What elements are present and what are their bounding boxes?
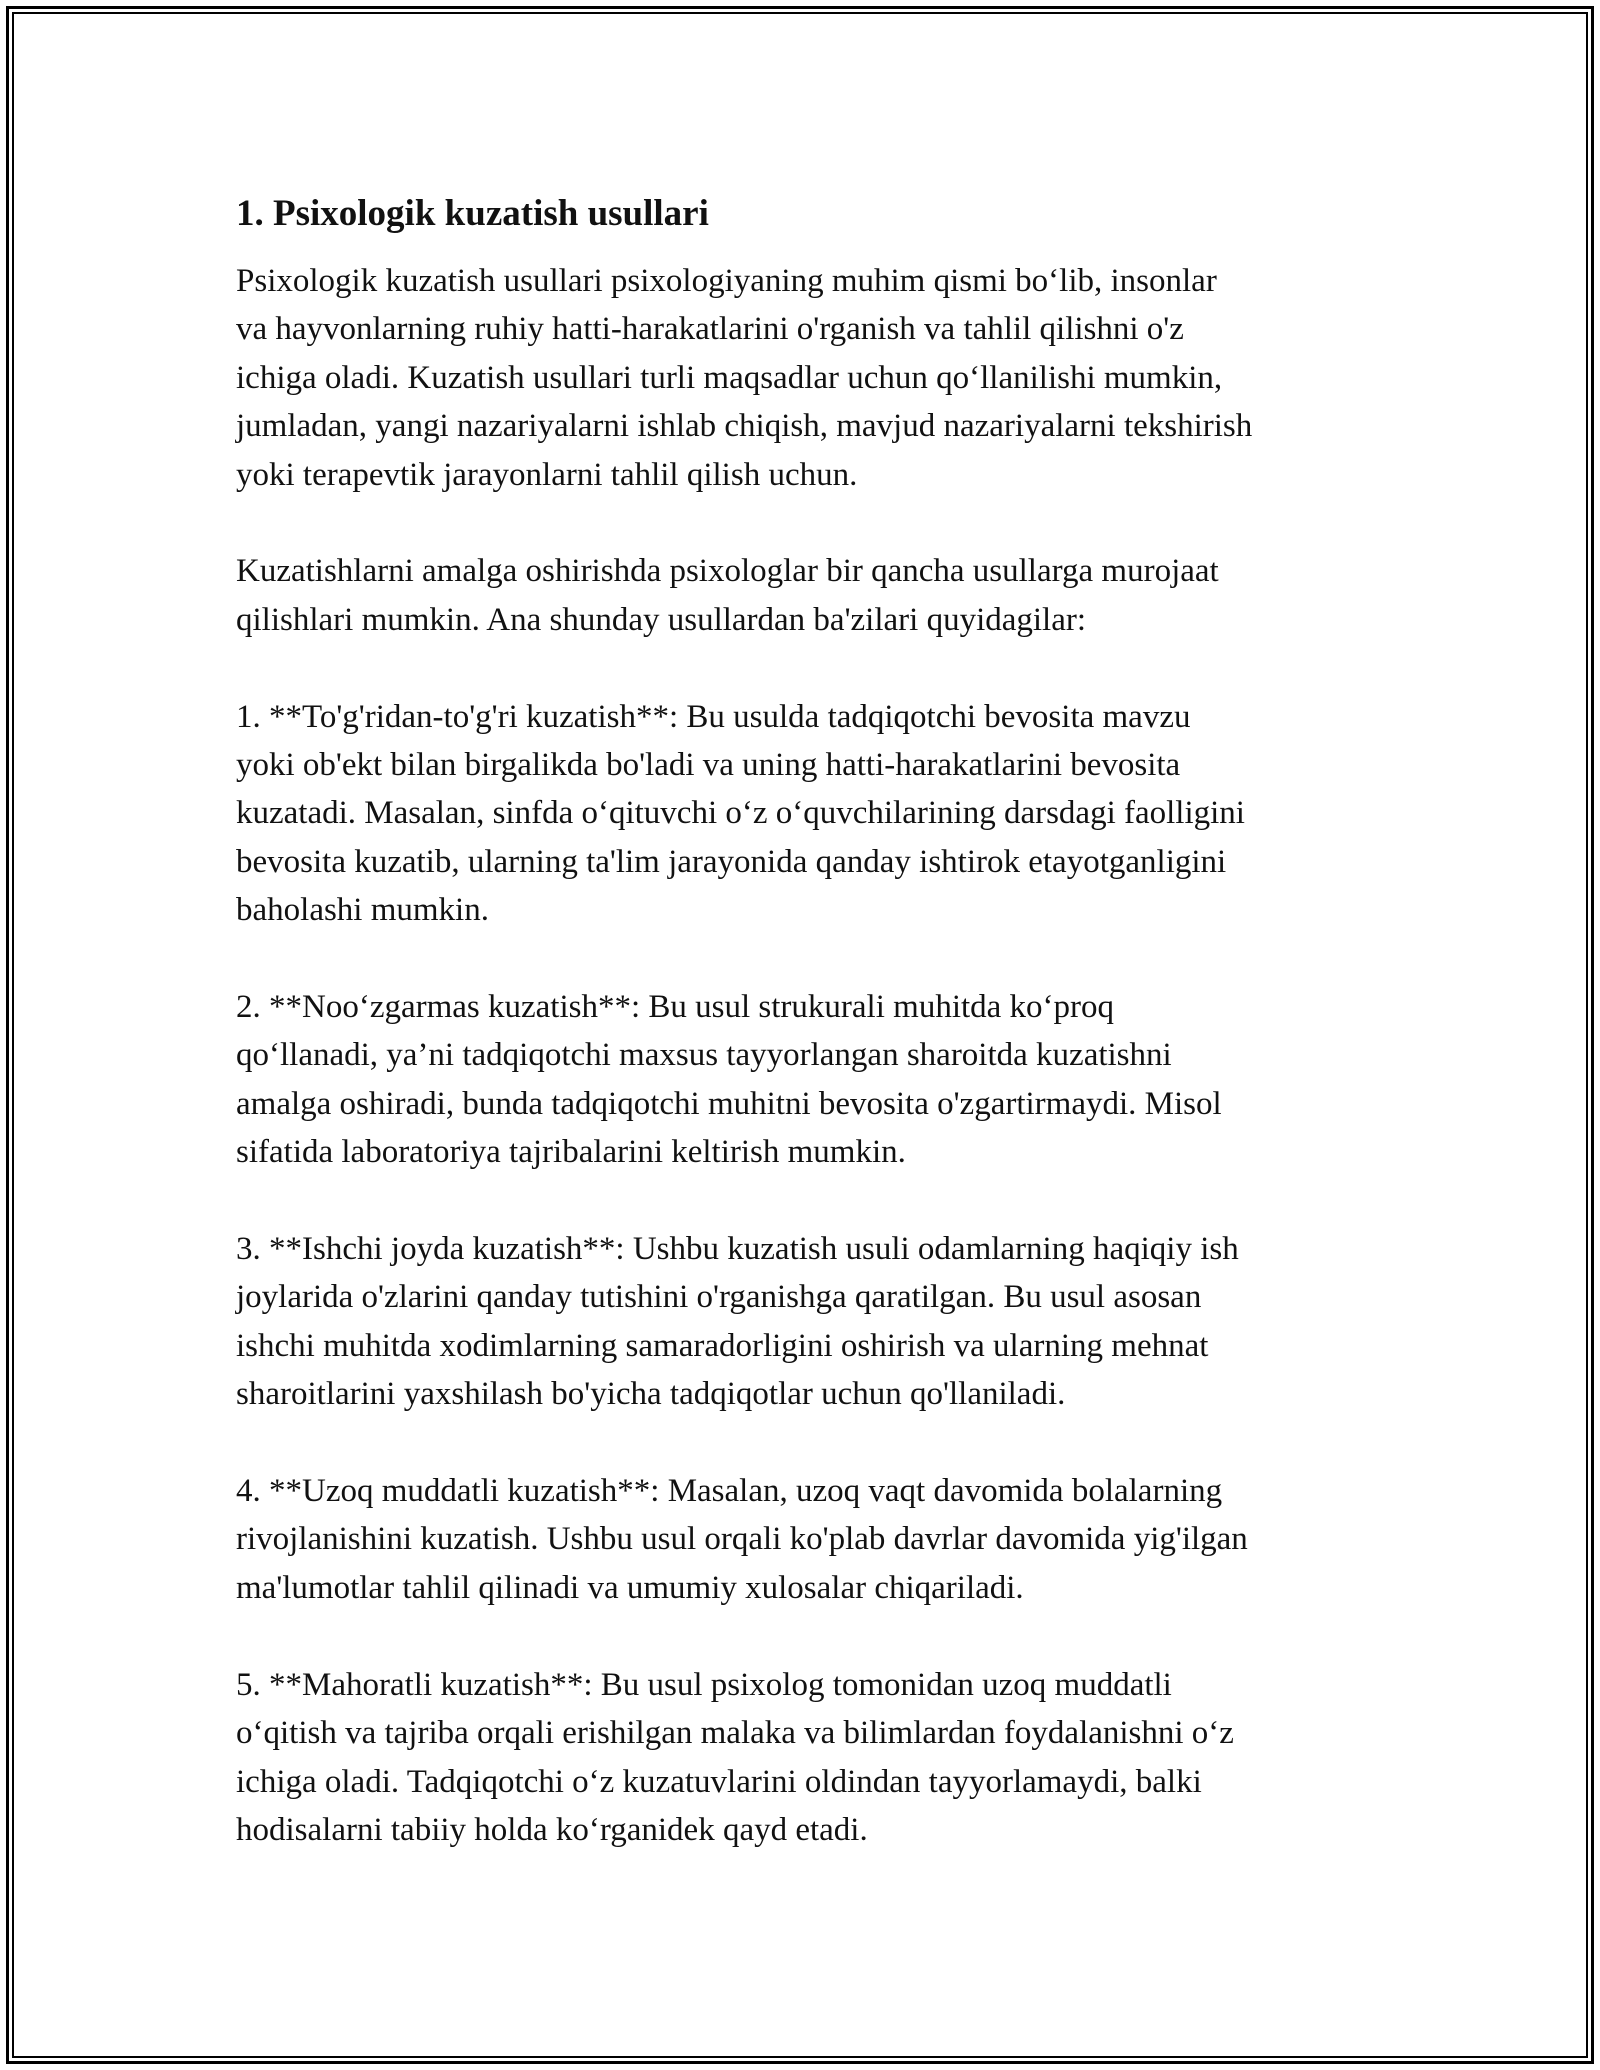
text-line: 1. **To'g'ridan-to'g'ri kuzatish**: Bu usulda tadqiqotchi bevosita mavzu xyxy=(236,698,1191,735)
list-item-longitudinal-observation xyxy=(236,1467,1386,1612)
text-line: joylarida o'zlarini qanday tutishini o'rganishga qaratilgan. Bu usul asosan xyxy=(236,1279,1202,1316)
text-line: 3. **Ishchi joyda kuzatish**: Ushbu kuzatish usuli odamlarning haqiqiy ish xyxy=(236,1231,1239,1268)
text-line: amalga oshiradi, bunda tadqiqotchi muhitni bevosita o'zgartirmaydi. Misol xyxy=(236,1085,1222,1122)
paragraph-methods-intro xyxy=(236,547,1386,644)
document-body xyxy=(236,188,1386,1903)
text-line: ichiga oladi. Tadqiqotchi o‘z kuzatuvlarini oldindan tayyorlamaydi, balki xyxy=(236,1763,1202,1800)
text-line: yoki terapevtik jarayonlarni tahlil qilish uchun. xyxy=(236,456,858,493)
text-line: kuzatadi. Masalan, sinfda o‘qituvchi o‘z o‘quvchilarining darsdagi faolligini xyxy=(236,795,1245,832)
text-line: qilishlari mumkin. Ana shunday usullardan ba'zilari quyidagilar: xyxy=(236,601,1087,638)
text-line: ichiga oladi. Kuzatish usullari turli maqsadlar uchun qo‘llanilishi mumkin, xyxy=(236,359,1223,396)
text-line: sharoitlarini yaxshilash bo'yicha tadqiqotlar uchun qo'llaniladi. xyxy=(236,1376,1066,1413)
text-line: Psixologik kuzatish usullari psixologiyaning muhim qismi bo‘lib, insonlar xyxy=(236,263,1217,299)
text-line: 5. **Mahoratli kuzatish**: Bu usul psixolog tomonidan uzoq muddatli xyxy=(236,1666,1172,1703)
document-title: 1. Psixologik kuzatish usullari xyxy=(236,193,709,234)
text-line: jumladan, yangi nazariyalarni ishlab chiqish, mavjud nazariyalarni tekshirish xyxy=(236,408,1253,445)
text-line: Kuzatishlarni amalga oshirishda psixologlar bir qancha usullarga murojaat xyxy=(236,553,1219,590)
text-line: hodisalarni tabiiy holda ko‘rganidek qayd etadi. xyxy=(236,1811,868,1848)
list-item-structured-observation xyxy=(236,983,1386,1177)
paragraph-intro xyxy=(236,257,1386,499)
text-line: 2. **Noo‘zgarmas kuzatish**: Bu usul strukurali muhitda ko‘proq xyxy=(236,989,1115,1026)
list-item-skilled-observation xyxy=(236,1661,1386,1855)
text-line: ma'lumotlar tahlil qilinadi va umumiy xulosalar chiqariladi. xyxy=(236,1569,1024,1606)
text-line: ishchi muhitda xodimlarning samaradorligini oshirish va ularning mehnat xyxy=(236,1327,1209,1364)
text-line: bevosita kuzatib, ularning ta'lim jarayonida qanday ishtirok etayotganligini xyxy=(236,843,1227,880)
text-line: rivojlanishini kuzatish. Ushbu usul orqali ko'plab davrlar davomida yig'ilgan xyxy=(236,1521,1248,1558)
text-line: sifatida laboratoriya tajribalarini keltirish mumkin. xyxy=(236,1134,906,1171)
text-line: yoki ob'ekt bilan birgalikda bo'ladi va uning hatti-harakatlarini bevosita xyxy=(236,747,1181,784)
list-item-workplace-observation xyxy=(236,1225,1386,1419)
text-line: o‘qitish va tajriba orqali erishilgan malaka va bilimlardan foydalanishni o‘z xyxy=(236,1715,1234,1752)
text-line: va hayvonlarning ruhiy hatti-harakatlarini o'rganish va tahlil qilishni o'z xyxy=(236,311,1184,348)
list-item-direct-observation xyxy=(236,693,1386,935)
text-line: 4. **Uzoq muddatli kuzatish**: Masalan, uzoq vaqt davomida bolalarning xyxy=(236,1473,1223,1510)
text-line: baholashi mumkin. xyxy=(236,892,489,929)
text-line: qo‘llanadi, ya’ni tadqiqotchi maxsus tayyorlangan sharoitda kuzatishni xyxy=(236,1037,1172,1074)
